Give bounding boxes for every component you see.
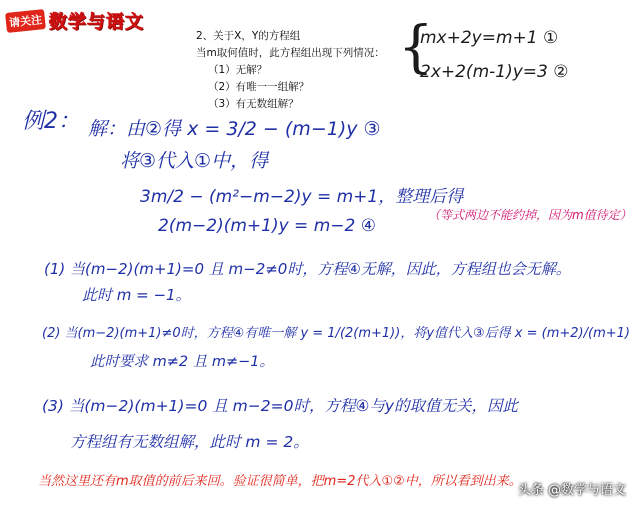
case-3-line-2: 方程组有无数组解，此时 m = 2。 <box>70 433 309 451</box>
solution-line-3: 3m/2 − (m²−m−2)y = m+1，整理后得 <box>140 187 464 207</box>
problem-line-2: 当m取何值时，此方程组出现下列情况： <box>196 47 385 59</box>
problem-line-1: 2、关于X，Y的方程组 <box>196 30 301 42</box>
problem-statement <box>196 28 385 113</box>
solution-line-4: 2(m−2)(m+1)y = m−2 ④ <box>158 216 376 236</box>
case-2-line-2: 此时要求 m≠2 且 m≠−1。 <box>90 354 274 370</box>
watermark: 头条 @数学与语文 <box>517 483 626 498</box>
equation-system <box>398 15 569 86</box>
brace-icon: { <box>398 15 434 80</box>
side-note: （等式两边不能约掉，因为m值待定） <box>428 208 632 222</box>
follow-label: 请关注 <box>5 9 46 33</box>
follow-badge <box>6 8 144 34</box>
solution-line-2: 将③代入①中，得 <box>120 150 269 172</box>
case-2-line-1: (2) 当(m−2)(m+1)≠0时，方程④有唯一解 y = 1/(2(m+1))，将y值代入③后得 x = (m+2)/(m+1) <box>42 326 630 341</box>
solution-line-1: 解：由②得 x = 3/2 − (m−1)y ③ <box>88 118 381 140</box>
equation-2: 2x+2(m-1)y=3 ② <box>420 62 569 82</box>
example-title: 例2： <box>22 109 80 134</box>
footnote: 当然这里还有m取值的前后来回。验证很简单，把m=2代入①②中，所以看到出来。 <box>38 474 522 489</box>
case-1-line-1: (1) 当(m−2)(m+1)=0 且 m−2≠0时，方程④无解，因此，方程组也会无解。 <box>44 260 571 278</box>
problem-item-1: （1）无解？ <box>208 64 268 76</box>
problem-item-2: （2）有唯一一组解？ <box>208 81 310 93</box>
equation-1: mx+2y=m+1 ① <box>420 28 559 48</box>
case-1-line-2: 此时 m = −1。 <box>82 286 191 304</box>
case-3-line-1: (3) 当(m−2)(m+1)=0 且 m−2=0时，方程④与y的取值无关，因此 <box>42 397 519 415</box>
problem-item-3: （3）有无数组解？ <box>208 98 299 110</box>
channel-name: 数学与语文 <box>49 12 144 33</box>
